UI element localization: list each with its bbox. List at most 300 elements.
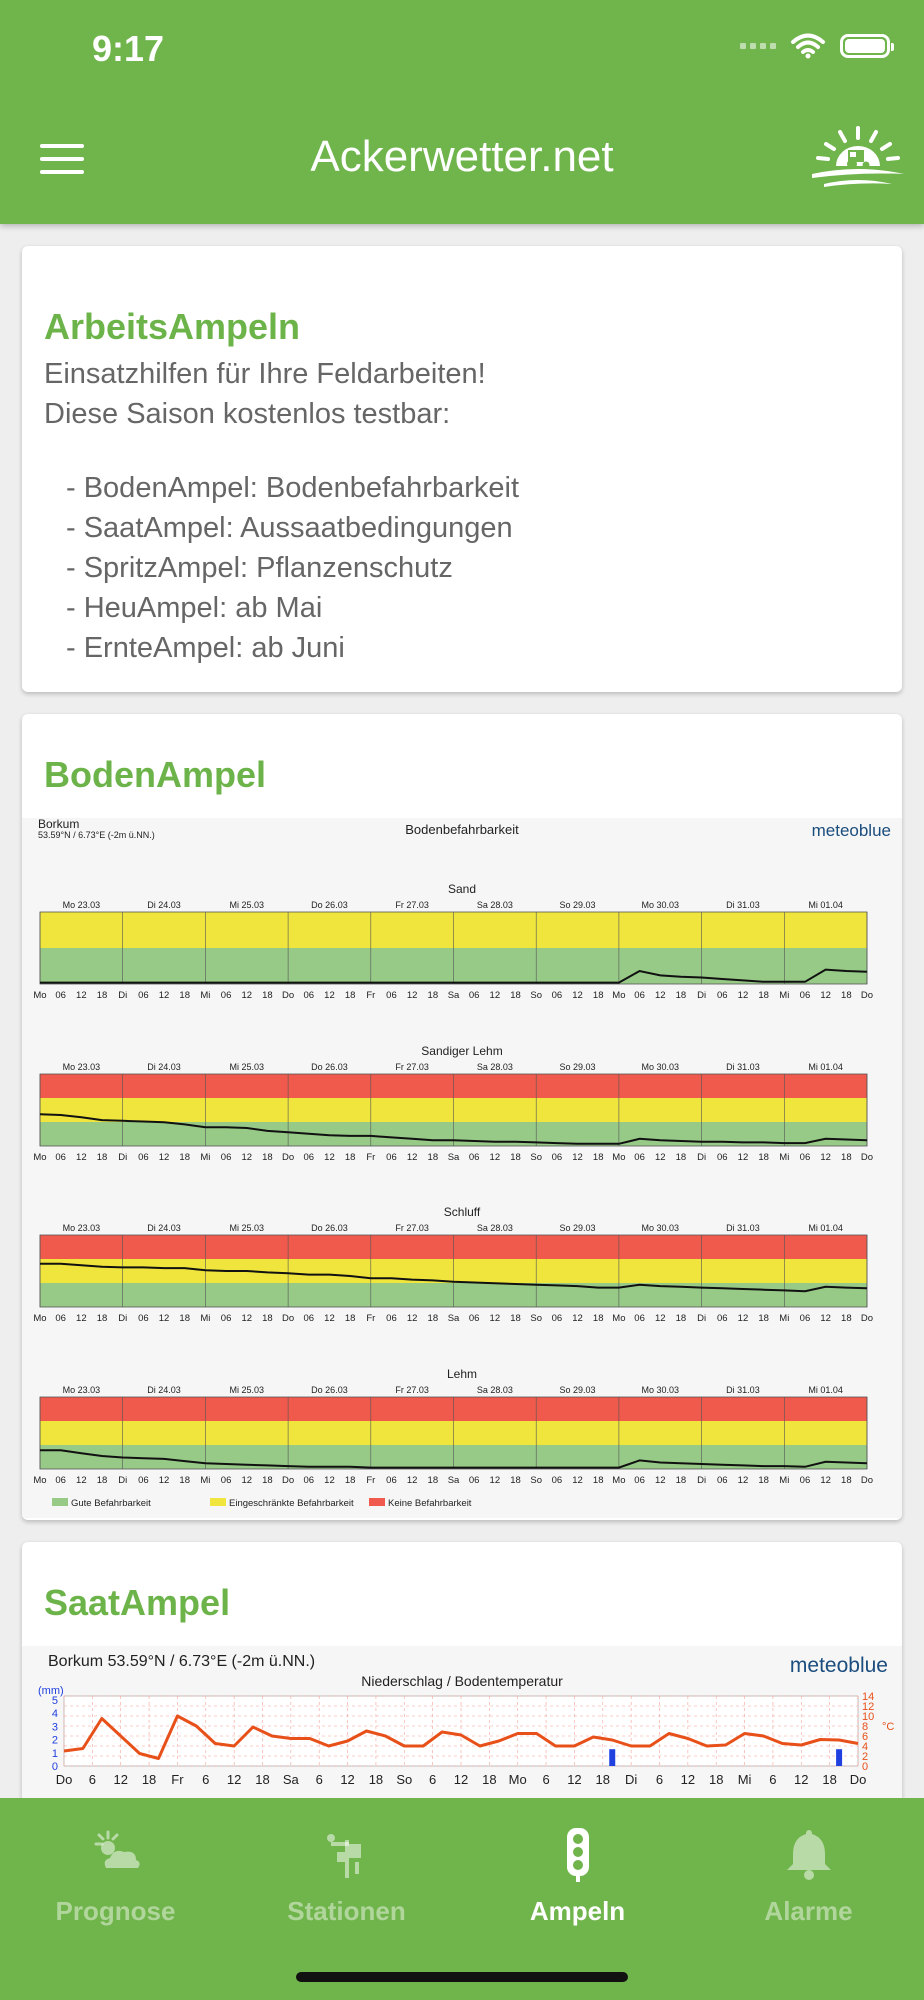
x-tick-label: Do (860, 1313, 874, 1324)
x-tick-label: 18 (427, 1475, 439, 1486)
x-tick-label: 12 (226, 1772, 242, 1787)
intro-card (22, 246, 902, 692)
x-tick-label: So (530, 1152, 543, 1163)
panel-title: Sand (447, 882, 477, 896)
day-label: So 29.03 (559, 1385, 596, 1395)
home-indicator (296, 1972, 628, 1982)
scroll-content[interactable] (0, 224, 924, 1798)
x-tick-label: 6 (542, 1772, 550, 1787)
x-tick-label: Di (118, 1152, 128, 1163)
y-right-tick: 10 (862, 1711, 875, 1723)
day-label: Mi 25.03 (229, 1385, 265, 1395)
x-tick-label: So (530, 1313, 543, 1324)
x-tick-label: 12 (453, 1772, 469, 1787)
x-tick-label: Di (697, 1152, 707, 1163)
x-tick-label: 6 (769, 1772, 777, 1787)
day-label: Di 24.03 (147, 1385, 181, 1395)
x-tick-label: Do (860, 990, 874, 1001)
precip-bar (836, 1749, 842, 1766)
plot-area (64, 1696, 858, 1766)
x-tick-label: Do (282, 990, 295, 1001)
tab-stationen[interactable] (231, 1818, 462, 1938)
day-label: Sa 28.03 (476, 1385, 513, 1395)
x-tick-label: 06 (551, 990, 563, 1001)
x-tick-label: Mo (612, 1313, 626, 1324)
day-label: Di 24.03 (147, 900, 181, 910)
saat-card[interactable] (22, 1542, 902, 1798)
x-tick-label: 12 (654, 1313, 666, 1324)
x-tick-label: 06 (634, 1313, 645, 1324)
x-tick-label: 18 (262, 1152, 273, 1163)
x-tick-label: 06 (138, 1152, 149, 1163)
x-tick-label: 12 (158, 1313, 170, 1324)
x-tick-label: Do (849, 1772, 867, 1787)
meteoblue-logo: meteoblue (789, 1654, 888, 1677)
list-item: - SpritzAmpel: Pflanzenschutz (66, 552, 453, 584)
x-tick-label: 18 (758, 1152, 769, 1163)
day-label: Di 31.03 (726, 1385, 760, 1395)
day-label: Mo 23.03 (62, 1385, 101, 1395)
x-tick-label: 18 (344, 1475, 356, 1486)
x-tick-label: 12 (820, 1152, 831, 1163)
saat-chart-svg (22, 1646, 902, 1798)
x-tick-label: 12 (820, 1313, 831, 1324)
intro-text (44, 354, 486, 434)
x-tick-label: 12 (324, 990, 335, 1001)
x-tick-label: 06 (551, 1313, 563, 1324)
bell-icon (781, 1826, 837, 1882)
card-title: ArbeitsAmpeln (44, 306, 301, 347)
x-tick-label: Mo (33, 1475, 47, 1486)
x-tick-label: Mi (779, 1152, 790, 1163)
x-tick-label: 18 (758, 1313, 769, 1324)
x-tick-label: Do (860, 1152, 874, 1163)
x-tick-label: Do (55, 1772, 73, 1787)
x-tick-label: 18 (255, 1772, 270, 1787)
x-tick-label: 18 (96, 1313, 108, 1324)
x-tick-label: 18 (675, 1475, 687, 1486)
x-tick-label: 12 (406, 1475, 418, 1486)
x-tick-label: 18 (841, 990, 852, 1001)
meteoblue-logo: meteoblue (811, 821, 891, 840)
day-label: Mi 25.03 (229, 900, 265, 910)
boden-card[interactable] (22, 714, 902, 1520)
x-tick-label: 12 (737, 1475, 749, 1486)
x-tick-label: Mi (779, 990, 790, 1001)
app-title: Ackerwetter.net (310, 132, 614, 181)
day-label: Mo 30.03 (641, 900, 680, 910)
day-label: Fr 27.03 (395, 900, 429, 910)
status-icons (740, 32, 890, 60)
tab-label: Stationen (287, 1896, 406, 1926)
day-label: So 29.03 (559, 1062, 596, 1072)
day-label: Do 26.03 (311, 1223, 348, 1233)
x-tick-label: 18 (595, 1772, 611, 1787)
x-tick-label: 06 (138, 1313, 149, 1324)
x-tick-label: 18 (510, 1475, 521, 1486)
x-tick-label: 12 (158, 1475, 170, 1486)
x-tick-label: 12 (567, 1772, 582, 1787)
x-tick-label: Mo (33, 990, 47, 1001)
day-label: Mi 25.03 (229, 1223, 265, 1233)
x-tick-label: Fr (366, 1152, 376, 1163)
x-tick-label: 06 (303, 1475, 315, 1486)
boden-chart-svg (22, 818, 902, 1518)
x-tick-label: 12 (76, 1313, 87, 1324)
x-tick-label: 06 (716, 1313, 728, 1324)
x-tick-label: 18 (344, 1152, 356, 1163)
x-tick-label: 18 (427, 1152, 439, 1163)
x-tick-label: Sa (447, 1313, 460, 1324)
day-label: Fr 27.03 (395, 1062, 429, 1072)
x-tick-label: 12 (241, 1475, 253, 1486)
x-tick-label: 12 (113, 1772, 128, 1787)
x-tick-label: 12 (76, 1475, 87, 1486)
legend-label: Eingeschränkte Befahrbarkeit (229, 1498, 354, 1509)
x-tick-label: 18 (179, 1152, 191, 1163)
x-tick-label: 12 (241, 990, 253, 1001)
x-tick-label: 18 (675, 1313, 687, 1324)
list-item: - ErnteAmpel: ab Juni (66, 632, 345, 664)
day-label: Mi 01.04 (808, 1223, 843, 1233)
x-tick-label: 06 (468, 1152, 480, 1163)
x-tick-label: Do (282, 1475, 295, 1486)
x-tick-label: Fr (366, 1313, 376, 1324)
y-left-tick: 5 (51, 1695, 58, 1707)
x-tick-label: 06 (55, 1152, 66, 1163)
x-tick-label: 06 (55, 990, 66, 1001)
tab-label: Alarme (764, 1896, 853, 1926)
x-tick-label: 06 (634, 990, 645, 1001)
x-tick-label: 18 (592, 1313, 604, 1324)
x-tick-label: 06 (551, 1152, 563, 1163)
battery-icon (840, 34, 890, 58)
y-right-tick: 14 (862, 1691, 875, 1703)
x-tick-label: 06 (303, 990, 315, 1001)
x-tick-label: 12 (489, 1152, 501, 1163)
day-label: Do 26.03 (311, 1385, 348, 1395)
x-tick-label: Mo (508, 1772, 527, 1787)
list-item: - SaatAmpel: Aussaatbedingungen (66, 512, 513, 544)
x-tick-label: 12 (654, 990, 666, 1001)
tab-bar (0, 1798, 924, 2000)
x-tick-label: 06 (716, 1152, 728, 1163)
x-tick-label: 18 (344, 1313, 356, 1324)
day-label: So 29.03 (559, 1223, 596, 1233)
tab-label: Ampeln (529, 1896, 626, 1926)
wifi-icon (790, 32, 826, 60)
y-right-tick: 2 (862, 1751, 869, 1763)
saat-chart (22, 1646, 902, 1798)
x-tick-label: 12 (654, 1152, 666, 1163)
status-time: 9:17 (92, 28, 165, 69)
traffic-light-icon (550, 1826, 606, 1882)
x-tick-label: 18 (758, 1475, 769, 1486)
x-tick-label: 06 (220, 990, 232, 1001)
x-tick-label: 18 (510, 1152, 521, 1163)
x-tick-label: 6 (315, 1772, 323, 1787)
x-tick-label: Di (697, 1475, 707, 1486)
tab-label: Prognose (55, 1896, 176, 1926)
day-label: Fr 27.03 (395, 1223, 429, 1233)
day-label: Mo 30.03 (641, 1385, 680, 1395)
chart-title: Niederschlag / Bodentemperatur (361, 1673, 563, 1689)
x-tick-label: 12 (76, 1152, 87, 1163)
x-tick-label: 18 (262, 990, 273, 1001)
chart-location: Borkum 53.59°N / 6.73°E (-2m ü.NN.) (48, 1653, 316, 1670)
legend-swatch (52, 1498, 68, 1506)
x-tick-label: Mi (200, 1313, 211, 1324)
y-left-tick: 4 (51, 1708, 58, 1721)
x-tick-label: Di (625, 1772, 638, 1787)
tab-ampeln[interactable] (462, 1818, 693, 1938)
x-tick-label: 12 (820, 1475, 831, 1486)
x-tick-label: 18 (675, 1152, 687, 1163)
day-label: Do 26.03 (311, 1062, 348, 1072)
chart-location: Borkum (38, 818, 80, 831)
x-tick-label: 06 (799, 1152, 811, 1163)
x-tick-label: Di (118, 1313, 128, 1324)
x-tick-label: 12 (406, 990, 418, 1001)
day-label: Di 31.03 (726, 1062, 760, 1072)
y-left-tick: 3 (51, 1721, 58, 1734)
x-tick-label: Do (860, 1475, 874, 1486)
x-tick-label: 06 (716, 1475, 728, 1486)
x-tick-label: Fr (366, 990, 376, 1001)
x-tick-label: 06 (303, 1313, 315, 1324)
x-tick-label: 18 (262, 1475, 273, 1486)
x-tick-label: 12 (572, 1152, 583, 1163)
day-label: Fr 27.03 (395, 1385, 429, 1395)
x-tick-label: 18 (96, 1475, 108, 1486)
x-tick-label: 06 (220, 1475, 232, 1486)
x-tick-label: 12 (737, 1152, 749, 1163)
legend-swatch (369, 1498, 385, 1506)
precip-bar (609, 1749, 615, 1766)
x-tick-label: 18 (427, 990, 439, 1001)
x-tick-label: 6 (202, 1772, 210, 1787)
x-tick-label: Mi (779, 1313, 790, 1324)
x-tick-label: 06 (716, 990, 728, 1001)
day-label: Sa 28.03 (476, 900, 513, 910)
x-tick-label: 12 (680, 1772, 696, 1787)
x-tick-label: 18 (592, 1475, 604, 1486)
cellular-signal-icon (740, 43, 776, 49)
x-tick-label: 12 (406, 1313, 418, 1324)
station-icon (319, 1826, 375, 1882)
x-tick-label: 06 (468, 1475, 480, 1486)
x-tick-label: Di (697, 990, 707, 1001)
panel-title: Lehm (446, 1367, 478, 1381)
x-tick-label: 12 (489, 1313, 501, 1324)
x-tick-label: 06 (468, 1313, 480, 1324)
x-tick-label: 06 (799, 1475, 811, 1486)
x-tick-label: Mi (779, 1475, 790, 1486)
x-tick-label: Sa (447, 1475, 460, 1486)
x-tick-label: 12 (737, 990, 749, 1001)
x-tick-label: 06 (220, 1152, 232, 1163)
x-tick-label: 12 (572, 1313, 583, 1324)
legend-label: Gute Befahrbarkeit (71, 1498, 151, 1509)
x-tick-label: 18 (592, 1152, 604, 1163)
day-label: Mo 30.03 (641, 1062, 680, 1072)
y-left-tick: 2 (51, 1734, 58, 1747)
y-right-tick: 4 (862, 1741, 869, 1753)
x-tick-label: 18 (592, 990, 604, 1001)
card-title: BodenAmpel (44, 754, 267, 795)
x-tick-label: 18 (510, 1313, 521, 1324)
x-tick-label: 06 (55, 1313, 66, 1324)
x-tick-label: Mi (200, 990, 211, 1001)
x-tick-label: 06 (220, 1313, 232, 1324)
x-tick-label: Sa (447, 990, 460, 1001)
x-tick-label: Di (697, 1313, 707, 1324)
x-tick-label: 18 (262, 1313, 273, 1324)
x-tick-label: 12 (406, 1152, 418, 1163)
x-tick-label: Fr (366, 1475, 376, 1486)
list-item: - BodenAmpel: Bodenbefahrbarkeit (66, 472, 520, 504)
x-tick-label: Di (118, 990, 128, 1001)
x-tick-label: Sa (282, 1772, 299, 1787)
day-label: Mo 30.03 (641, 1223, 680, 1233)
x-tick-label: 06 (468, 990, 480, 1001)
x-tick-label: 12 (820, 990, 831, 1001)
x-tick-label: 6 (88, 1772, 96, 1787)
x-tick-label: 12 (158, 990, 170, 1001)
x-tick-label: Do (282, 1152, 295, 1163)
x-tick-label: 06 (634, 1475, 645, 1486)
y-right-tick: 6 (862, 1731, 869, 1743)
x-tick-label: So (396, 1772, 413, 1787)
x-tick-label: 12 (572, 990, 583, 1001)
x-tick-label: 18 (179, 1313, 191, 1324)
x-tick-label: 18 (344, 990, 356, 1001)
day-label: Mi 25.03 (229, 1062, 265, 1072)
intro-line: Diese Saison kostenlos testbar: (44, 398, 451, 430)
y-right-tick: 12 (862, 1701, 875, 1713)
x-tick-label: 12 (654, 1475, 666, 1486)
x-tick-label: 18 (758, 990, 769, 1001)
x-tick-label: 18 (708, 1772, 724, 1787)
x-tick-label: 18 (96, 990, 108, 1001)
x-tick-label: 06 (799, 990, 811, 1001)
chart-coords: 53.59°N / 6.73°E (-2m ü.NN.) (38, 830, 155, 840)
x-tick-label: 18 (482, 1772, 497, 1787)
day-label: Mo 23.03 (62, 900, 101, 910)
x-tick-label: 18 (841, 1313, 852, 1324)
x-tick-label: 18 (822, 1772, 837, 1787)
day-label: Mo 23.03 (62, 1062, 101, 1072)
x-tick-label: 18 (179, 1475, 191, 1486)
panel-title: Sandiger Lehm (421, 1044, 503, 1058)
app-header (0, 0, 924, 224)
x-tick-label: 12 (737, 1313, 749, 1324)
x-tick-label: Do (282, 1313, 295, 1324)
day-label: So 29.03 (559, 900, 596, 910)
x-tick-label: 18 (427, 1313, 439, 1324)
intro-line: Einsatzhilfen für Ihre Feldarbeiten! (44, 358, 486, 390)
x-tick-label: 6 (655, 1772, 664, 1787)
y-left-tick: 0 (51, 1761, 58, 1773)
x-tick-label: Mi (737, 1772, 752, 1787)
x-tick-label: 06 (634, 1152, 645, 1163)
day-label: Di 24.03 (147, 1062, 181, 1072)
x-tick-label: 12 (324, 1313, 335, 1324)
x-tick-label: 06 (386, 1313, 397, 1324)
x-tick-label: 06 (303, 1152, 315, 1163)
x-tick-label: 06 (386, 990, 397, 1001)
x-tick-label: 12 (324, 1475, 335, 1486)
tab-prognose[interactable] (0, 1818, 231, 1938)
x-tick-label: 06 (386, 1152, 397, 1163)
boden-chart (22, 818, 902, 1518)
x-tick-label: 06 (799, 1313, 811, 1324)
card-title: SaatAmpel (44, 1582, 231, 1623)
day-label: Mo 23.03 (62, 1223, 101, 1233)
list-item: - HeuAmpel: ab Mai (66, 592, 323, 624)
x-tick-label: Mi (200, 1152, 211, 1163)
x-tick-label: 18 (179, 990, 191, 1001)
intro-list (66, 468, 519, 668)
x-tick-label: 18 (510, 990, 521, 1001)
day-label: Mi 01.04 (808, 900, 843, 910)
day-label: Sa 28.03 (476, 1062, 513, 1072)
x-tick-label: 18 (841, 1152, 852, 1163)
x-tick-label: 18 (96, 1152, 108, 1163)
x-tick-label: Mo (612, 1152, 626, 1163)
x-tick-label: Fr (171, 1772, 184, 1787)
chart-title: Bodenbefahrbarkeit (405, 822, 519, 837)
x-tick-label: 6 (429, 1772, 437, 1787)
x-tick-label: Mi (200, 1475, 211, 1486)
x-tick-label: 12 (324, 1152, 335, 1163)
x-tick-label: 12 (241, 1152, 253, 1163)
x-tick-label: 06 (55, 1475, 66, 1486)
legend-swatch (210, 1498, 226, 1506)
x-tick-label: 12 (572, 1475, 583, 1486)
day-label: Di 31.03 (726, 900, 760, 910)
x-tick-label: 12 (241, 1313, 253, 1324)
x-tick-label: 18 (841, 1475, 852, 1486)
x-tick-label: 12 (489, 990, 501, 1001)
x-tick-label: 18 (141, 1772, 157, 1787)
day-label: Do 26.03 (311, 900, 348, 910)
tractor-logo-icon (810, 124, 906, 194)
x-tick-label: 06 (138, 990, 149, 1001)
x-tick-label: 18 (675, 990, 687, 1001)
x-tick-label: So (530, 990, 543, 1001)
y-left-tick: 1 (51, 1747, 58, 1760)
legend-label: Keine Befahrbarkeit (388, 1498, 472, 1509)
x-tick-label: 12 (340, 1772, 355, 1787)
x-tick-label: Mo (612, 990, 626, 1001)
panel-title: Schluff (443, 1205, 481, 1219)
x-tick-label: Mo (33, 1152, 47, 1163)
x-tick-label: 06 (551, 1475, 563, 1486)
x-tick-label: So (530, 1475, 543, 1486)
y-right-tick: 8 (862, 1721, 869, 1733)
x-tick-label: 12 (158, 1152, 170, 1163)
x-tick-label: 18 (368, 1772, 384, 1787)
day-label: Sa 28.03 (476, 1223, 513, 1233)
y-left-label: (mm) (38, 1685, 64, 1697)
tab-alarme[interactable] (693, 1818, 924, 1938)
x-tick-label: 06 (138, 1475, 149, 1486)
day-label: Di 31.03 (726, 1223, 760, 1233)
x-tick-label: 06 (386, 1475, 397, 1486)
y-right-tick: 0 (862, 1761, 869, 1773)
x-tick-label: 12 (794, 1772, 809, 1787)
